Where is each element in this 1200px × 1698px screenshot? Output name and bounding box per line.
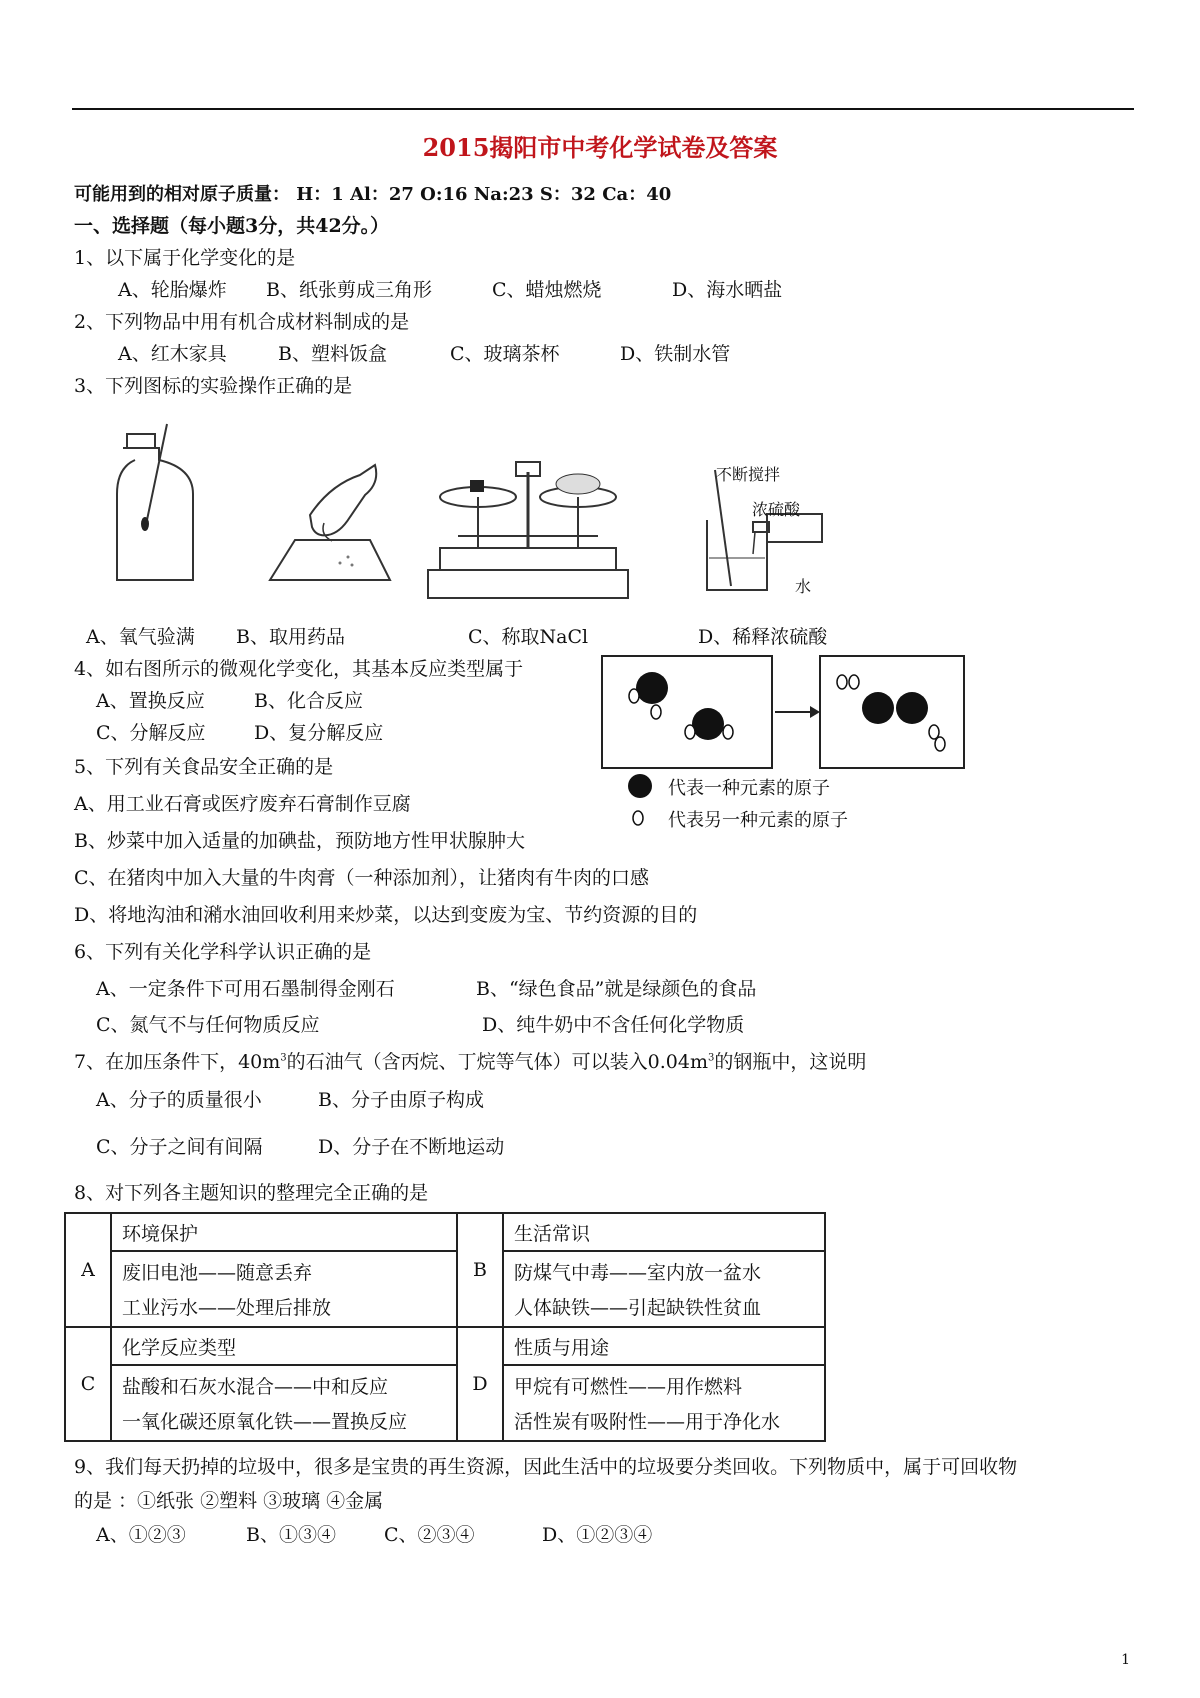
q9-option-a: A、①②③ xyxy=(96,1524,186,1546)
fig-d-water-label: 水 xyxy=(795,577,812,596)
row-letter-a: A xyxy=(65,1213,111,1327)
page-number: 1 xyxy=(1121,1652,1130,1668)
q9-option-b: B、①③④ xyxy=(246,1524,336,1546)
q7-stem: 7、在加压条件下，$40m^3$的石油气（含丙烷、丁烷等气体）可以装入$0.04m^3$的钢瓶中，这说明 xyxy=(74,1051,867,1073)
q5-option-b: B、炒菜中加入适量的加碘盐，预防地方性甲状腺肿大 xyxy=(74,830,525,852)
q1-option-b: B、纸张剪成三角形 xyxy=(266,279,432,301)
topic-a: 环境保护 xyxy=(111,1213,457,1251)
topic-d: 性质与用途 xyxy=(503,1327,825,1365)
q5-stem: 5、下列有关食品安全正确的是 xyxy=(74,756,334,778)
fig-d-acid-label: 浓硫酸 xyxy=(752,500,801,519)
take-chemical-figure xyxy=(240,445,400,585)
q7-option-b: B、分子由原子构成 xyxy=(318,1089,484,1111)
page-title: 2015揭阳市中考化学试卷及答案 xyxy=(422,133,778,162)
q1-option-c: C、蜡烛燃烧 xyxy=(492,279,602,301)
knowledge-table xyxy=(64,1212,826,1442)
cell-b: 防煤气中毒——室内放一盆水 人体缺铁——引起缺铁性贫血 xyxy=(503,1251,825,1327)
topic-c: 化学反应类型 xyxy=(111,1327,457,1365)
q3-option-d: D、稀释浓硫酸 xyxy=(698,626,828,648)
q4-option-d: D、复分解反应 xyxy=(254,722,384,744)
cell-a: 废旧电池——随意丢弃 工业污水——处理后排放 xyxy=(111,1251,457,1327)
q5-option-d: D、将地沟油和潲水油回收利用来炒菜，以达到变废为宝、节约资源的目的 xyxy=(74,904,698,926)
q7-option-d: D、分子在不断地运动 xyxy=(318,1136,505,1158)
topic-b: 生活常识 xyxy=(503,1213,825,1251)
row-letter-d: D xyxy=(457,1327,503,1441)
q1-stem: 1、以下属于化学变化的是 xyxy=(74,247,296,269)
q1-option-d: D、海水晒盐 xyxy=(672,279,783,301)
legend-white-atom: 代表另一种元素的原子 xyxy=(668,810,848,831)
balance-figure xyxy=(418,452,638,602)
header-rule xyxy=(72,108,1134,110)
cell-c: 盐酸和石灰水混合——中和反应 一氧化碳还原氧化铁——置换反应 xyxy=(111,1365,457,1441)
oxygen-test-figure xyxy=(105,412,205,592)
q6-option-c: C、氮气不与任何物质反应 xyxy=(96,1014,320,1036)
q3-option-c: C、称取NaCl xyxy=(468,626,589,648)
q9-option-d: D、①②③④ xyxy=(542,1524,653,1546)
q2-option-d: D、铁制水管 xyxy=(620,343,731,365)
q2-option-a: A、红木家具 xyxy=(118,343,227,365)
q6-stem: 6、下列有关化学科学认识正确的是 xyxy=(74,941,372,963)
q7-option-c: C、分子之间有间隔 xyxy=(96,1136,263,1158)
q4-option-c: C、分解反应 xyxy=(96,722,206,744)
q7-option-a: A、分子的质量很小 xyxy=(96,1089,262,1111)
q2-option-c: C、玻璃茶杯 xyxy=(450,343,560,365)
row-letter-b: B xyxy=(457,1213,503,1327)
q6-option-b: B、“绿色食品”就是绿颜色的食品 xyxy=(476,978,757,1000)
q2-option-b: B、塑料饭盒 xyxy=(278,343,387,365)
q4-option-b: B、化合反应 xyxy=(254,690,363,712)
section-heading: 一、选择题（每小题3分，共42分。） xyxy=(74,215,390,237)
q8-stem: 8、对下列各主题知识的整理完全正确的是 xyxy=(74,1182,429,1204)
atomic-masses: 可能用到的相对原子质量： H：1 Al：27 O:16 Na:23 S：32 Ca：40 xyxy=(74,184,672,205)
q4-stem: 4、如右图所示的微观化学变化，其基本反应类型属于 xyxy=(74,658,524,680)
fig-d-stir-label: 不断搅拌 xyxy=(716,465,781,484)
q3-option-a: A、氧气验满 xyxy=(86,626,195,648)
q6-option-d: D、纯牛奶中不含任何化学物质 xyxy=(482,1014,745,1036)
q9-stem-line2: 的是 ：①纸张 ②塑料 ③玻璃 ④金属 xyxy=(74,1490,384,1512)
q9-option-c: C、②③④ xyxy=(384,1524,475,1546)
q1-option-a: A、轮胎爆炸 xyxy=(118,279,227,301)
q3-stem: 3、下列图标的实验操作正确的是 xyxy=(74,375,353,397)
q9-stem-line1: 9、我们每天扔掉的垃圾中，很多是宝贵的再生资源，因此生活中的垃圾要分类回收。下列物质中，属于可回收物 xyxy=(74,1456,1018,1478)
cell-d: 甲烷有可燃性——用作燃料 活性炭有吸附性——用于净化水 xyxy=(503,1365,825,1441)
q6-option-a: A、一定条件下可用石墨制得金刚石 xyxy=(96,978,395,1000)
q3-option-b: B、取用药品 xyxy=(236,626,345,648)
q2-stem: 2、下列物品中用有机合成材料制成的是 xyxy=(74,311,410,333)
q5-option-a: A、用工业石膏或医疗废弃石膏制作豆腐 xyxy=(74,793,411,815)
q5-option-c: C、在猪肉中加入大量的牛肉膏（一种添加剂），让猪肉有牛肉的口感 xyxy=(74,867,650,889)
micro-reaction-diagram xyxy=(600,652,970,832)
legend-black-atom: 代表一种元素的原子 xyxy=(668,778,830,799)
row-letter-c: C xyxy=(65,1327,111,1441)
q4-option-a: A、置换反应 xyxy=(96,690,205,712)
